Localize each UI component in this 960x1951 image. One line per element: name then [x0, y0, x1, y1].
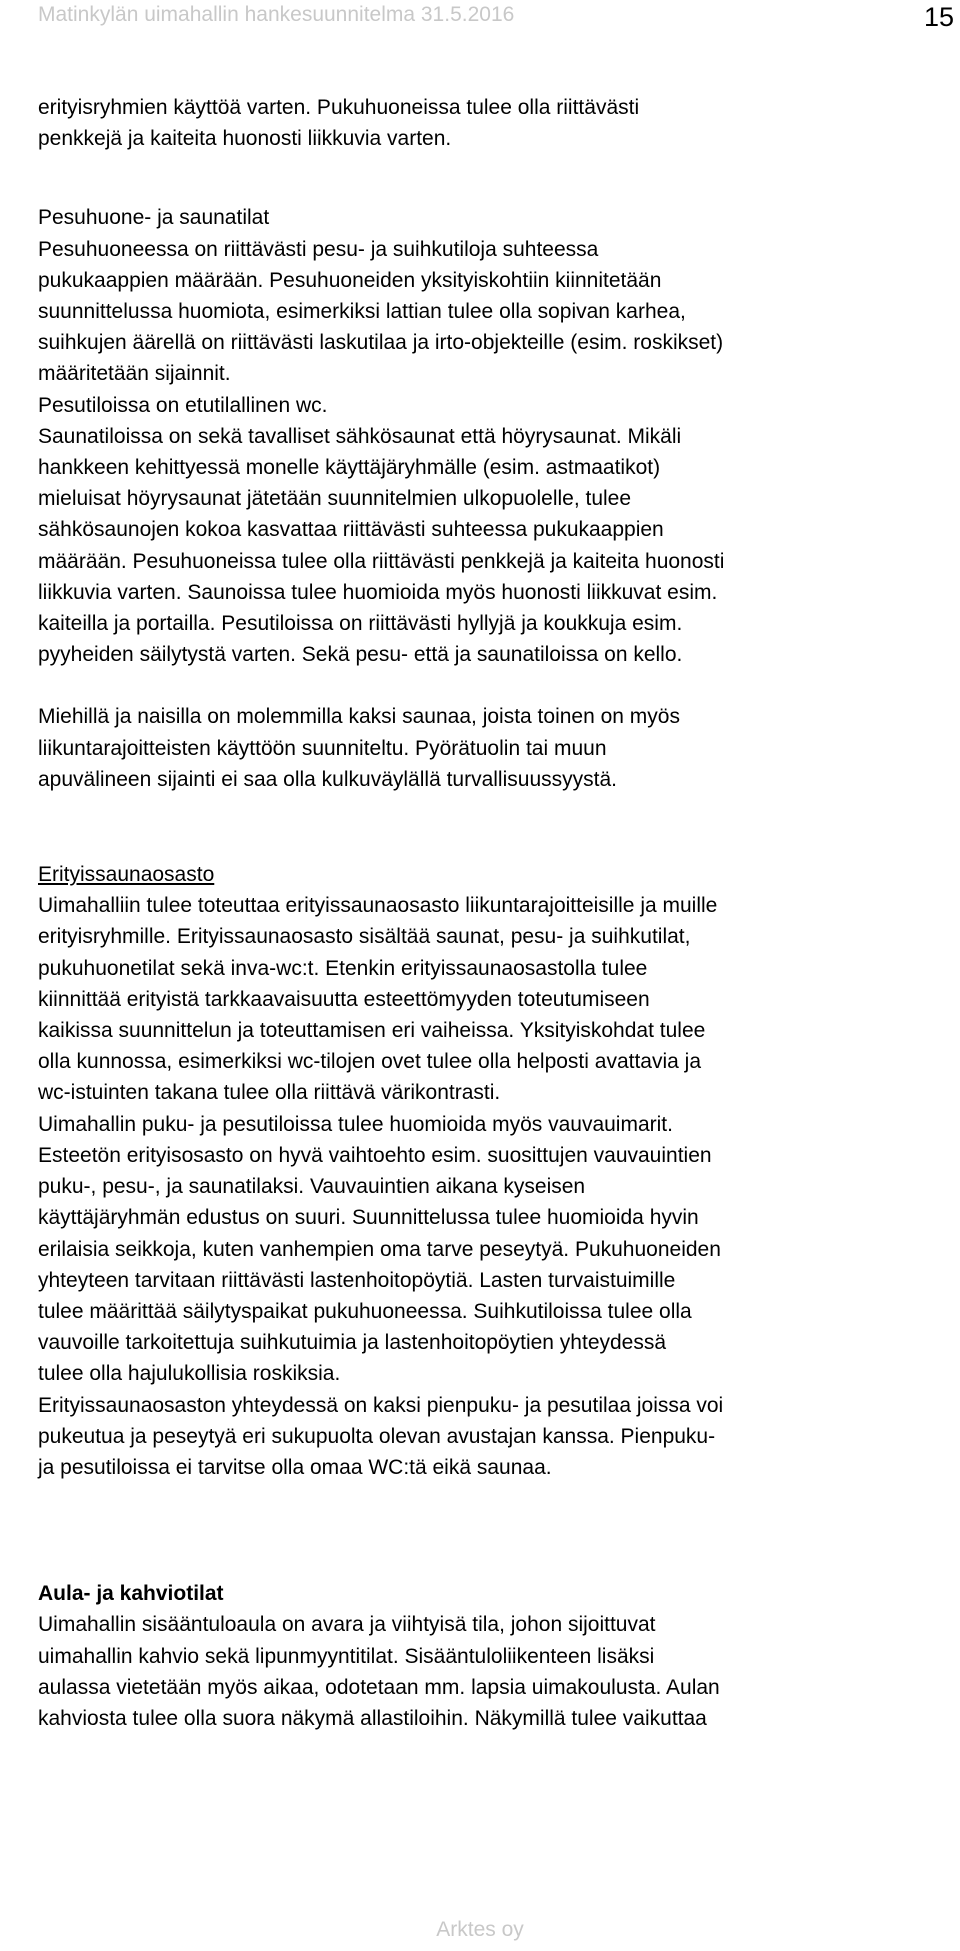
- text-line: Esteetön erityisosasto on hyvä vaihtoehto esim. suosittujen vauvauintien: [38, 1143, 712, 1167]
- section-aula-kahvio: [38, 1578, 953, 1734]
- text-line: pukukaappien määrään. Pesuhuoneiden yksityiskohtiin kiinnitetään: [38, 268, 662, 292]
- text-line: suihkujen äärellä on riittävästi laskutilaa ja irto-objekteille (esim. roskikset): [38, 331, 724, 355]
- text-line: yhteyteen tarvitaan riittävästi lastenhoitopöytiä. Lasten turvaistuimille: [38, 1268, 676, 1292]
- text-line: määritetään sijainnit.: [38, 362, 231, 386]
- section-heading: Pesuhuone- ja saunatilat: [38, 206, 270, 230]
- text-line: Erityissaunaosaston yhteydessä on kaksi pienpuku- ja pesutilaa joissa voi: [38, 1393, 724, 1417]
- text-line: apuvälineen sijainti ei saa olla kulkuväylällä turvallisuussyystä.: [38, 767, 617, 791]
- document-body: [38, 92, 953, 1734]
- text-line: kiinnittää erityistä tarkkaavaisuutta esteettömyyden toteutumiseen: [38, 987, 650, 1011]
- text-line: vauvoille tarkoitettuja suihkutuimia ja lastenhoitopöytien yhteydessä: [38, 1331, 667, 1355]
- paragraph-continuation: [38, 92, 953, 154]
- paragraph-saunat: [38, 701, 953, 795]
- text-line: penkkejä ja kaiteita huonosti liikkuvia varten.: [38, 127, 452, 151]
- text-line: Miehillä ja naisilla on molemmilla kaksi saunaa, joista toinen on myös: [38, 705, 680, 729]
- text-line: käyttäjäryhmän edustus on suuri. Suunnittelussa tulee huomioida hyvin: [38, 1206, 699, 1230]
- text-line: määrään. Pesuhuoneissa tulee olla riittävästi penkkejä ja kaiteita huonosti: [38, 549, 725, 573]
- text-line: uimahallin kahvio sekä lipunmyyntitilat. Sisääntuloliikenteen lisäksi: [38, 1644, 655, 1668]
- page-header: [0, 0, 960, 52]
- text-line: Pesutiloissa on etutilallinen wc.: [38, 393, 328, 417]
- text-line: Pesuhuoneessa on riittävästi pesu- ja suihkutiloja suhteessa: [38, 237, 599, 261]
- text-line: Saunatiloissa on sekä tavalliset sähkösaunat että höyrysaunat. Mikäli: [38, 424, 682, 448]
- text-line: tulee olla hajulukollisia roskiksia.: [38, 1362, 341, 1386]
- section-heading: Aula- ja kahviotilat: [38, 1582, 224, 1606]
- text-line: kahviosta tulee olla suora näkymä allastiloihin. Näkymillä tulee vaikuttaa: [38, 1706, 707, 1730]
- text-line: erityisryhmien käyttöä varten. Pukuhuoneissa tulee olla riittävästi: [38, 96, 640, 119]
- text-line: pyyheiden säilytystä varten. Sekä pesu- että ja saunatiloissa on kello.: [38, 643, 683, 667]
- text-line: puku-, pesu-, ja saunatilaksi. Vauvauintien aikana kyseisen: [38, 1175, 586, 1199]
- page-footer: Arktes oy: [436, 1918, 524, 1941]
- text-line: liikuntarajoitteisten käyttöön suunniteltu. Pyörätuolin tai muun: [38, 736, 607, 760]
- text-line: kaiteilla ja portailla. Pesutiloissa on riittävästi hyllyjä ja koukkuja esim.: [38, 612, 683, 636]
- text-line: sähkösaunojen kokoa kasvattaa riittävästi suhteessa pukukaappien: [38, 518, 664, 542]
- text-line: aulassa vietetään myös aikaa, odotetaan mm. lapsia uimakoulusta. Aulan: [38, 1675, 720, 1699]
- text-line: tulee määrittää säilytyspaikat pukuhuoneessa. Suihkutiloissa tulee olla: [38, 1299, 692, 1323]
- text-line: kaikissa suunnittelun ja toteuttamisen eri vaiheissa. Yksityiskohdat tulee: [38, 1019, 706, 1043]
- text-line: erilaisia seikkoja, kuten vanhempien oma tarve peseytyä. Pukuhuoneiden: [38, 1237, 721, 1261]
- section-pesuhuone: [38, 202, 953, 670]
- text-line: Uimahallin puku- ja pesutiloissa tulee huomioida myös vauvauimarit.: [38, 1112, 673, 1136]
- text-line: hankkeen kehittyessä monelle käyttäjäryhmälle (esim. astmaatikot): [38, 456, 661, 480]
- text-line: ja pesutiloissa ei tarvitse olla omaa WC:tä eikä saunaa.: [38, 1455, 552, 1479]
- section-heading: Erityissaunaosasto: [38, 863, 215, 887]
- text-line: olla kunnossa, esimerkiksi wc-tilojen ovet tulee olla helposti avattavia ja: [38, 1050, 701, 1074]
- text-line: erityisryhmille. Erityissaunaosasto sisältää saunat, pesu- ja suihkutilat,: [38, 925, 691, 949]
- text-line: pukuhuonetilat sekä inva-wc:t. Etenkin erityissaunaosastolla tulee: [38, 956, 648, 980]
- text-line: Uimahalliin tulee toteuttaa erityissaunaosasto liikuntarajoitteisille ja muille: [38, 894, 718, 918]
- text-line: mieluisat höyrysaunat jätetään suunnitelmien ulkopuolelle, tulee: [38, 487, 632, 511]
- text-line: pukeutua ja peseytyä eri sukupuolta olevan avustajan kanssa. Pienpuku-: [38, 1424, 716, 1448]
- page-number: 15: [923, 2, 954, 32]
- section-erityissaunaosasto: [38, 859, 953, 1483]
- text-line: suunnittelussa huomiota, esimerkiksi lattian tulee olla sopivan karhea,: [38, 300, 686, 324]
- text-line: liikkuvia varten. Saunoissa tulee huomioida myös huonosti liikkuvat esim.: [38, 580, 718, 604]
- header-title: Matinkylän uimahallin hankesuunnitelma 31.5.2016: [38, 3, 515, 26]
- text-line: wc-istuinten takana tulee olla riittävä värikontrasti.: [38, 1081, 501, 1105]
- text-line: Uimahallin sisääntuloaula on avara ja viihtyisä tila, johon sijoittuvat: [38, 1613, 656, 1637]
